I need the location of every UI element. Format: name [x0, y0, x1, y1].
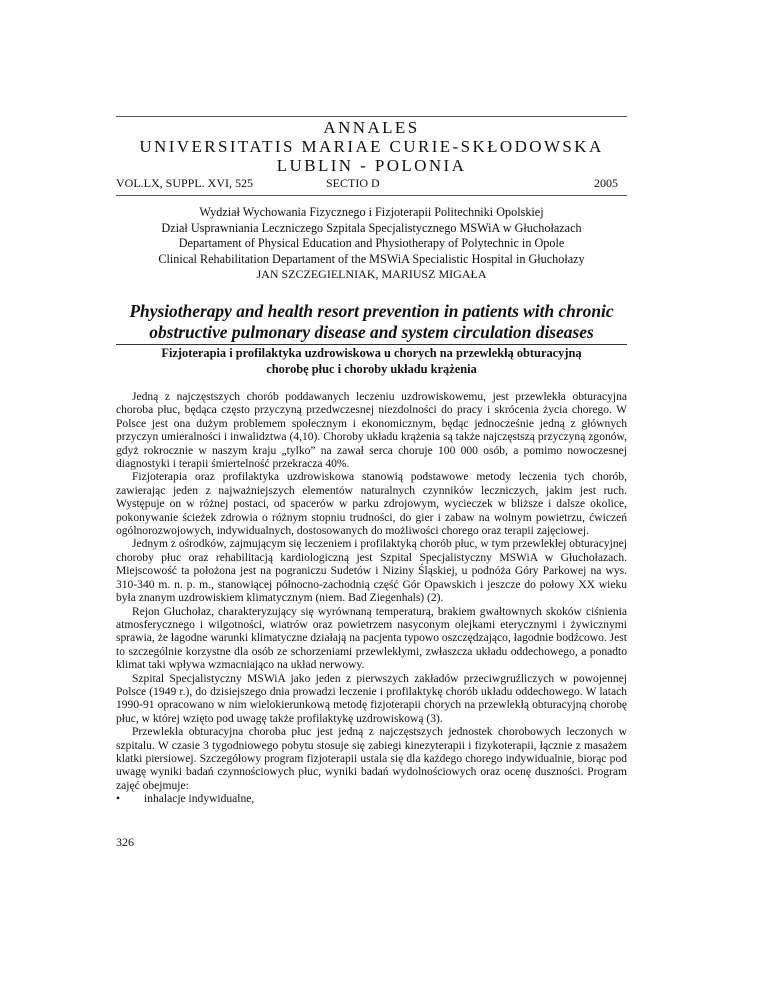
affiliation-line: Clinical Rehabilitation Departament of the MSWiA Specialistic Hospital in Głuchołazy: [158, 251, 585, 266]
article-title-english: [116, 301, 627, 343]
affiliation-line: Departament of Physical Education and Physiotherapy of Polytechnic in Opole: [178, 236, 565, 250]
bullet-icon: •: [116, 793, 121, 806]
journal-title-line-2: UNIVERSITATIS MARIAE CURIE-SKŁODOWSKA: [139, 137, 604, 156]
authors: JAN SZCZEGIELNIAK, MARIUSZ MIGAŁA: [256, 267, 487, 281]
title-rule: [116, 344, 627, 345]
header-top-rule: [116, 116, 627, 117]
sectio-info: SECTIO D: [326, 176, 380, 190]
publication-year: 2005: [594, 176, 618, 190]
affiliation-line: Wydział Wychowania Fizycznego i Fizjoterapii Politechniki Opolskiej: [199, 205, 544, 219]
title-en-line-1: Physiotherapy and health resort prevention in patients with chronic: [129, 301, 614, 321]
affiliation-line: Dział Usprawniania Leczniczego Szpitala Specjalistycznego MSWiA w Głuchołazach: [161, 220, 582, 235]
title-pl-line-1: Fizjoterapia i profilaktyka uzdrowiskowa u chorych na przewlekłą obturacyjną: [161, 346, 582, 360]
page-number: 326: [116, 835, 134, 849]
title-pl-line-2: chorobę płuc i choroby układu krążenia: [266, 361, 477, 376]
volume-info: VOL.LX, SUPPL. XVI, 525: [116, 176, 254, 190]
article-title-polish: [116, 346, 627, 377]
header-bottom-rule: [116, 195, 627, 196]
affiliations: [116, 205, 627, 267]
article-body: [116, 391, 627, 807]
body-paragraph: Przewlekła obturacyjna choroba płuc jest jedną z najczęstszych jednostek chorobowych leczonych w szpitalu. W czasie 3 tygodniowego pobytu stosuje się zabiegi kinezyterapii i fizykoterapii, łącznie z masażem klatki piersiowej. Szczegółowy program fizjoterapii ustala się dla każdego chorego indywidualnie, biorąc pod uwagę wyniki badań czynnościowych płuc, wyniki badań wydolnościowych oraz ocenę duszności. Program zajęć obejmuje:: [116, 726, 627, 792]
body-paragraph: Rejon Głuchołaz, charakteryzujący się wyrównaną temperaturą, brakiem gwałtownych skoków ciśnienia atmosferycznego i wilgotności, wiatrów oraz powietrzem nasyconym olejkami eterycznymi i żywicznymi sprawia, że łagodne warunki klimatyczne działają na pacjenta typowo oszczędzająco, łagodnie bodźcowo. Jest to szczególnie korzystne dla osób ze schorzeniami przewlekłymi, zwłaszcza układu oddechowego, a ponadto klimat taki wpływa wzmacniająco na układ nerwowy.: [116, 605, 627, 672]
body-paragraph: Jednym z ośrodków, zajmującym się leczeniem i profilaktyką chorób płuc, w tym przewlekłej obturacyjnej choroby płuc oraz rehabilitacją kardiologiczną jest Szpital Specjalistyczny MSWiA w Głuchołazach. Miejscowość ta położona jest na pograniczu Sudetów i Niziny Śląskiej, u podnóża Góry Parkowej na wys. 310-340 m. n. p. m., stanowiącej północno-zachodnią część Gór Opawskich i jeszcze do połowy XX wieku była znanym uzdrowiskiem klimatycznym (niem. Bad Ziegenhals) (2).: [116, 538, 627, 605]
title-en-line-2: obstructive pulmonary disease and system circulation diseases: [149, 322, 594, 342]
journal-title-line-1: ANNALES: [323, 118, 420, 137]
body-paragraph: Fizjoterapia oraz profilaktyka uzdrowiskowa stanowią podstawowe metody leczenia tych chorób, zawierając jeden z najważniejszych elementów naturalnych czynników leczniczych, jakim jest ruch. Występuje on w różnej postaci, od spacerów w parku zdrojowym, wycieczek w bliższe i dalsze okolice, pokonywanie ścieżek zdrowia o różnym stopniu trudności, do gier i zabaw na wolnym powietrzu, ćwiczeń ogólnorozwojowych, indywidualnych, dostosowanych do możliwości chorego oraz terapii zajęciowej.: [116, 471, 627, 538]
body-paragraph: Jedną z najczęstszych chorób poddawanych leczeniu uzdrowiskowemu, jest przewlekła obturacyjna choroba płuc, będąca często przyczyną przedwczesnej niezdolności do pracy i skrócenia życia chorego. W Polsce jest ona dużym problemem społecznym i ekonomicznym, będąc jednocześnie jedną z głównych przyczyn umieralności i inwalidztwa (4,10). Choroby układu krążenia są także najczęstszą przyczyną zgonów, gdyż rokrocznie w naszym kraju „tylko” na zawał serca choruje 100 000 osób, a pomimo nowoczesnej diagnostyki i terapii śmiertelność przekracza 40%.: [116, 391, 627, 471]
journal-title-line-3: LUBLIN - POLONIA: [276, 156, 467, 175]
bullet-item: [116, 793, 627, 806]
bullet-text: inhalacje indywidualne,: [144, 793, 255, 806]
body-paragraph: Szpital Specjalistyczny MSWiA jako jeden z pierwszych zakładów przeciwgruźliczych w powojennej Polsce (1949 r.), do dzisiejszego dnia prowadzi leczenie i profilaktykę chorób układu oddechowego. W latach 1990-91 opracowano w nim wielokierunkową metodę fizjoterapii chorych na przewlekłą obturacyjną chorobę płuc, w której wzięto pod uwagę także profilaktykę uzdrowiskową (3).: [116, 672, 627, 725]
